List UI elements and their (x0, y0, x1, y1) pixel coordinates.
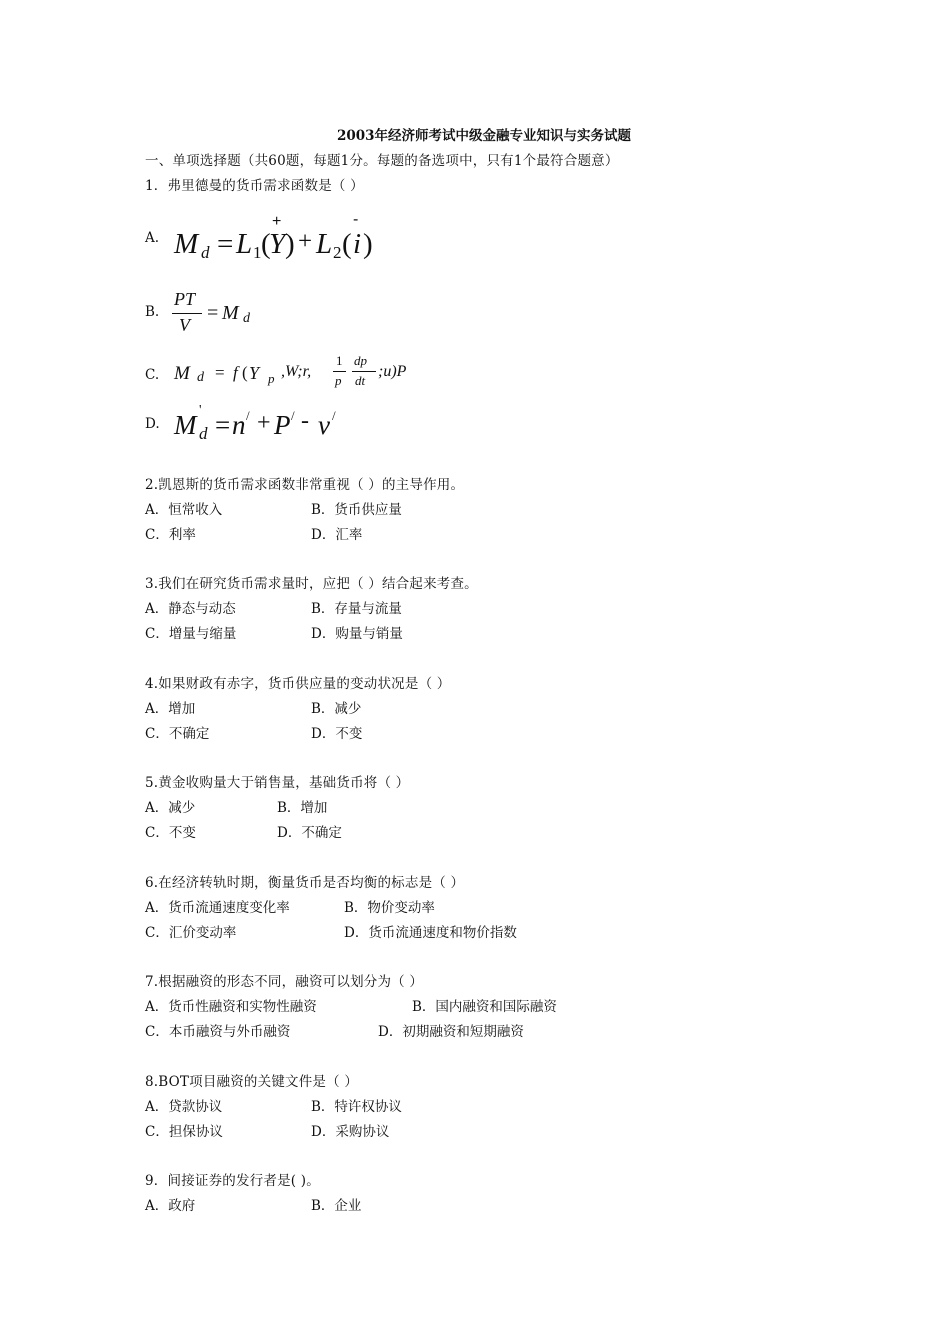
formula-d-plus: + (257, 410, 271, 436)
formula-d-equals: = (215, 410, 231, 440)
q6-option-b: B．物价变动率 (344, 900, 435, 916)
q4-option-b: B．减少 (311, 701, 362, 717)
q9-option-a: A．政府 (145, 1198, 196, 1214)
q3-option-a: A．静态与动态 (145, 601, 236, 617)
q3-option-c: C．增量与缩量 (145, 626, 237, 642)
formula-d-v: v (318, 410, 330, 440)
q8-option-c: C．担保协议 (145, 1124, 223, 1140)
q3-option-d: D．购量与销量 (311, 626, 403, 642)
question-6-stem: 6.在经济转轨时期，衡量货币是否均衡的标志是（ ） (145, 875, 465, 891)
q2-option-d: D．汇率 (311, 527, 363, 543)
q2-option-b: B．货币供应量 (311, 502, 402, 518)
q7-option-d: D．初期融资和短期融资 (378, 1024, 524, 1040)
formula-c-frac1-num: 1 (336, 353, 343, 368)
q9-option-b: B．企业 (311, 1198, 362, 1214)
q4-option-c: C．不确定 (145, 726, 210, 742)
formula-a-sub-d: d (201, 243, 210, 262)
question-4-stem: 4.如果财政有赤字，货币供应量的变动状况是（ ） (145, 676, 451, 692)
q8-option-b: B．特许权协议 (311, 1099, 402, 1115)
formula-c-frac1-den: p (335, 373, 342, 388)
formula-b-fraction-bar (172, 313, 202, 314)
q7-option-c: C．本币融资与外币融资 (145, 1024, 291, 1040)
formula-c-Y: Y (249, 363, 260, 383)
q5-option-b: B．增加 (277, 800, 328, 816)
q7-option-b: B．国内融资和国际融资 (412, 999, 557, 1015)
section-heading: 一、单项选择题（共60题，每题1分。每题的备选项中，只有1个最符合题意） (145, 153, 619, 169)
formula-b-denominator: V (179, 315, 190, 335)
document-title: 2003年经济师考试中级金融专业知识与实务试题 (336, 128, 632, 144)
formula-d-P: P (274, 410, 291, 440)
question-2-stem: 2.凯恩斯的货币需求函数非常重视（ ）的主导作用。 (145, 477, 465, 493)
formula-b-M: M (222, 302, 239, 324)
formula-a-L1: L (236, 228, 253, 260)
formula-c-sub-d: d (197, 370, 204, 385)
formula-c-frac1-bar (333, 371, 346, 372)
q2-option-a: A．恒常收入 (145, 502, 223, 518)
formula-b-numerator: PT (174, 289, 196, 309)
formula-a-Y: Y (269, 228, 286, 260)
formula-a-i: i (353, 228, 362, 260)
q5-option-c: C．不变 (145, 825, 196, 841)
q2-option-c: C．利率 (145, 527, 196, 543)
q8-option-a: A．贷款协议 (145, 1099, 223, 1115)
q4-option-a: A．增加 (145, 701, 196, 717)
formula-c-f: f (233, 363, 238, 382)
formula-a-sub-1: 1 (253, 243, 262, 262)
formula-a-M: M (174, 228, 199, 260)
q8-option-d: D．采购协议 (311, 1124, 390, 1140)
formula-b-equals: = (207, 302, 219, 324)
formula-c-M: M (174, 363, 190, 384)
formula-a-open-paren-1: ( (261, 228, 271, 260)
q3-option-b: B．存量与流量 (311, 601, 402, 617)
question-8-stem: 8.BOT项目融资的关键文件是（ ） (145, 1074, 359, 1090)
formula-d-minus: - (301, 408, 309, 434)
formula-d-M: M (174, 410, 197, 440)
formula-c-frac2-den: dt (355, 373, 366, 388)
formula-d-sub-d: d (199, 424, 208, 443)
formula-c-equals: = (215, 363, 225, 382)
formula-d-n: n (232, 410, 246, 440)
q1-option-c-label: C. (145, 367, 160, 383)
question-9-stem: 9．间接证券的发行者是( )。 (145, 1173, 320, 1189)
q4-option-d: D．不变 (311, 726, 363, 742)
formula-a-sign-plus: + (272, 213, 282, 230)
formula-a-plus: + (298, 228, 313, 255)
formula-a-equals: = (217, 228, 234, 260)
formula-a-open-paren-2: ( (342, 228, 352, 260)
formula-d-prime: ' (199, 403, 202, 418)
formula-c-frac2-bar (352, 371, 376, 372)
question-3-stem: 3.我们在研究货币需求量时，应把（ ）结合起来考查。 (145, 576, 478, 592)
formula-c-args-2: ;u)P (378, 363, 407, 380)
formula-d-slash-2: / (291, 408, 295, 423)
formula-c-sub-p: p (268, 371, 275, 386)
formula-d-slash-3: / (332, 408, 336, 423)
question-1-stem: 1．弗里德曼的货币需求函数是（ ） (145, 178, 364, 194)
formula-a-close-paren-2: ) (363, 228, 373, 260)
q5-option-a: A．减少 (145, 800, 196, 816)
formula-a-sign-minus: - (353, 211, 359, 228)
q5-option-d: D．不确定 (277, 825, 342, 841)
question-5-stem: 5.黄金收购量大于销售量，基础货币将（ ） (145, 775, 410, 791)
q6-option-c: C．汇价变动率 (145, 925, 237, 941)
q1-option-d-label: D. (145, 416, 160, 432)
formula-b-sub-d: d (243, 311, 250, 326)
q7-option-a: A．货币性融资和实物性融资 (145, 999, 317, 1015)
formula-a-L2: L (316, 228, 333, 260)
q1-option-a-label: A. (145, 230, 160, 246)
formula-a-sub-2: 2 (333, 243, 342, 262)
formula-a-close-paren-1: ) (285, 228, 295, 260)
question-7-stem: 7.根据融资的形态不同，融资可以划分为（ ） (145, 974, 424, 990)
q6-option-a: A．货币流通速度变化率 (145, 900, 290, 916)
q6-option-d: D．货币流通速度和物价指数 (344, 925, 517, 941)
formula-c-frac2-num: dp (354, 353, 367, 368)
q1-option-b-label: B. (145, 304, 160, 320)
formula-c-args-1: ,W;r, (281, 363, 312, 380)
formula-d-slash-1: / (246, 408, 250, 423)
formula-c-open-paren: ( (242, 363, 248, 382)
